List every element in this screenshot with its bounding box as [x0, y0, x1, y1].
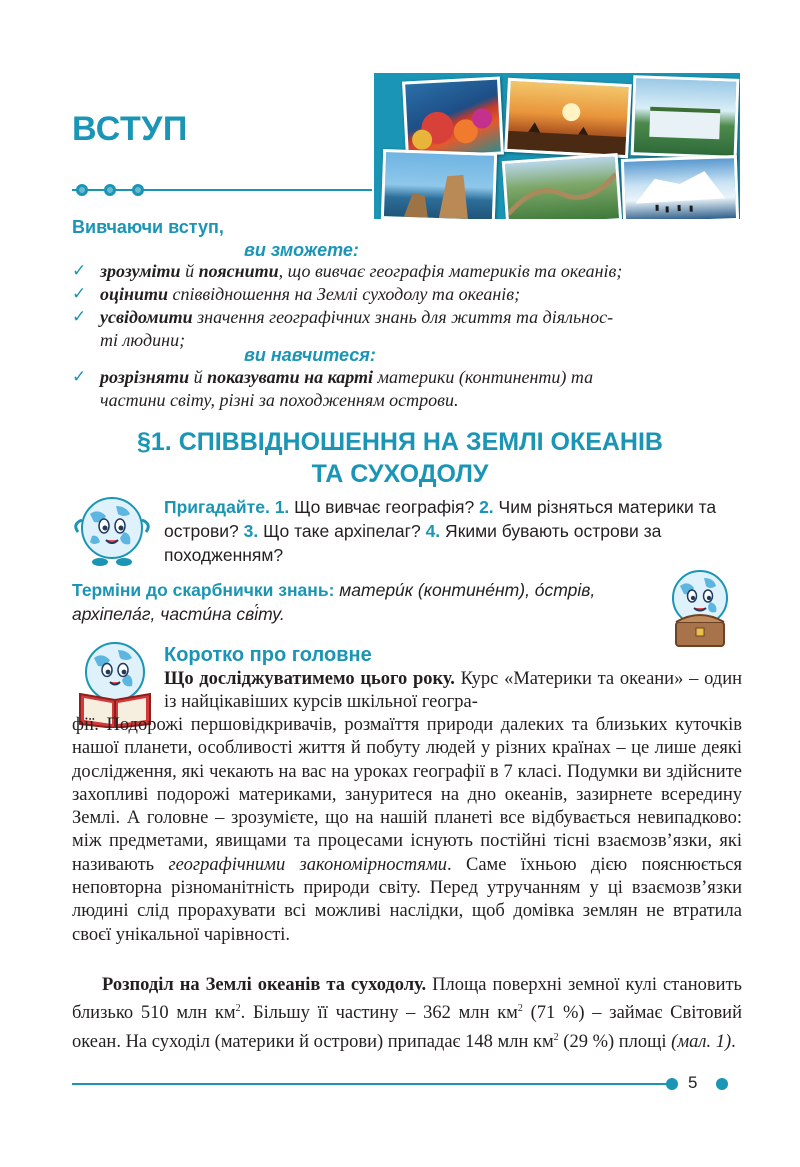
body-paragraph-continuation: фії. Подорожі першовідкривачів, розмаїття природи далеких та близьких куточків нашої планети, особливості життя й побуту людей у різних країнах – це лише деякі дослідження, які чекають на вас на уроках географії в 7 класі. Подумки ви здійсните захопливі подорожі материками, зануритеся на дно океанів, зазирнете всередину Землі. А головне – зрозумієте, що на нашій планеті все відбувається невипадково: між предметами, явищами та процесами існують постійні тісні взаємозв’язки, які називають географічними закономірностями. Саме їхньою дією пояснюється неповторна різноманітність природи світу. Перед утручанням у ці взаємозв’язки людині слід прорахувати всі можливі наслідки, щоб домівка землян не втратила своєї унікальної чарівності.	[72, 715, 742, 945]
checkmark-icon: ✓	[72, 307, 87, 327]
goal-item-continuation: частини світу, різні за походженням острови.	[100, 390, 459, 410]
section-title-line2: ТА СУХОДОЛУ	[311, 460, 489, 488]
checkmark-icon: ✓	[72, 367, 87, 387]
goals-learn-subheading: ви навчитеся:	[244, 345, 376, 365]
key-terms: Терміни до скарбнички знань: матери́к (контине́нт), о́стрів, архіпела́г, части́на сві́ту.	[72, 580, 596, 624]
goal-item: ✓ розрізняти й показувати на карті материки (континенти) та	[72, 367, 594, 387]
divider-dot	[132, 184, 144, 196]
goal-item: ✓ оцінити співвідношення на Землі суходолу та океанів;	[72, 284, 521, 304]
savanna-sunset-photo	[504, 78, 632, 158]
globe-mascot-chest-icon	[660, 568, 740, 650]
body-paragraph: Розподіл на Землі океанів та суходолу. Площа поверхні земної кулі становить близько 510 млн $км^2$. Більшу її частину – 362 млн $км^2$ (71 %) – займає Світовий океан. На суходіл (материки й острови) припадає 148 млн $км^2$ (29 %) площі (мал. 1).	[72, 975, 742, 1052]
divider-dot	[104, 184, 116, 196]
goals-heading: Вивчаючи вступ,	[72, 217, 224, 237]
page-number: 5	[688, 1073, 698, 1092]
goal-item-continuation: ті людини;	[100, 330, 186, 350]
footer-dot	[716, 1078, 728, 1090]
goal-item: ✓ зрозуміти й пояснити, що вивчає географія материків та океанів;	[72, 261, 623, 281]
photo-collage	[374, 73, 740, 219]
goal-item: ✓ усвідомити значення географічних знань для життя та діяльнос-	[72, 307, 614, 327]
globe-mascot-icon	[70, 492, 154, 568]
great-wall-photo	[502, 153, 622, 219]
coastal-rocks-photo	[381, 149, 497, 219]
coral-reef-photo	[402, 76, 504, 159]
footer-dot	[666, 1078, 678, 1090]
page-title: ВСТУП	[72, 110, 188, 148]
figure-reference: (мал. 1)	[671, 1031, 732, 1052]
iceberg-penguins-photo	[621, 155, 739, 219]
waterfall-photo	[631, 75, 740, 159]
footer-divider	[72, 1083, 672, 1085]
recall-questions: Пригадайте. 1. Що вивчає географія? 2. Чим різняться материки та острови? 3. Що таке архіпелаг? 4. Якими бувають острови за походженням?	[164, 497, 717, 565]
body-paragraph: Що досліджуватимемо цього року. Курс «Материки та океани» – один із найцікавіших курсів шкільної геогра-	[164, 669, 743, 713]
goals-can-subheading: ви зможете:	[244, 240, 359, 260]
section-title: §1. СПІВВІДНОШЕННЯ НА ЗЕМЛІ ОКЕАНІВ	[137, 428, 663, 456]
section-subheading: Коротко про головне	[164, 644, 372, 666]
checkmark-icon: ✓	[72, 284, 87, 304]
checkmark-icon: ✓	[72, 261, 87, 281]
header-divider	[72, 189, 372, 191]
divider-dot	[76, 184, 88, 196]
